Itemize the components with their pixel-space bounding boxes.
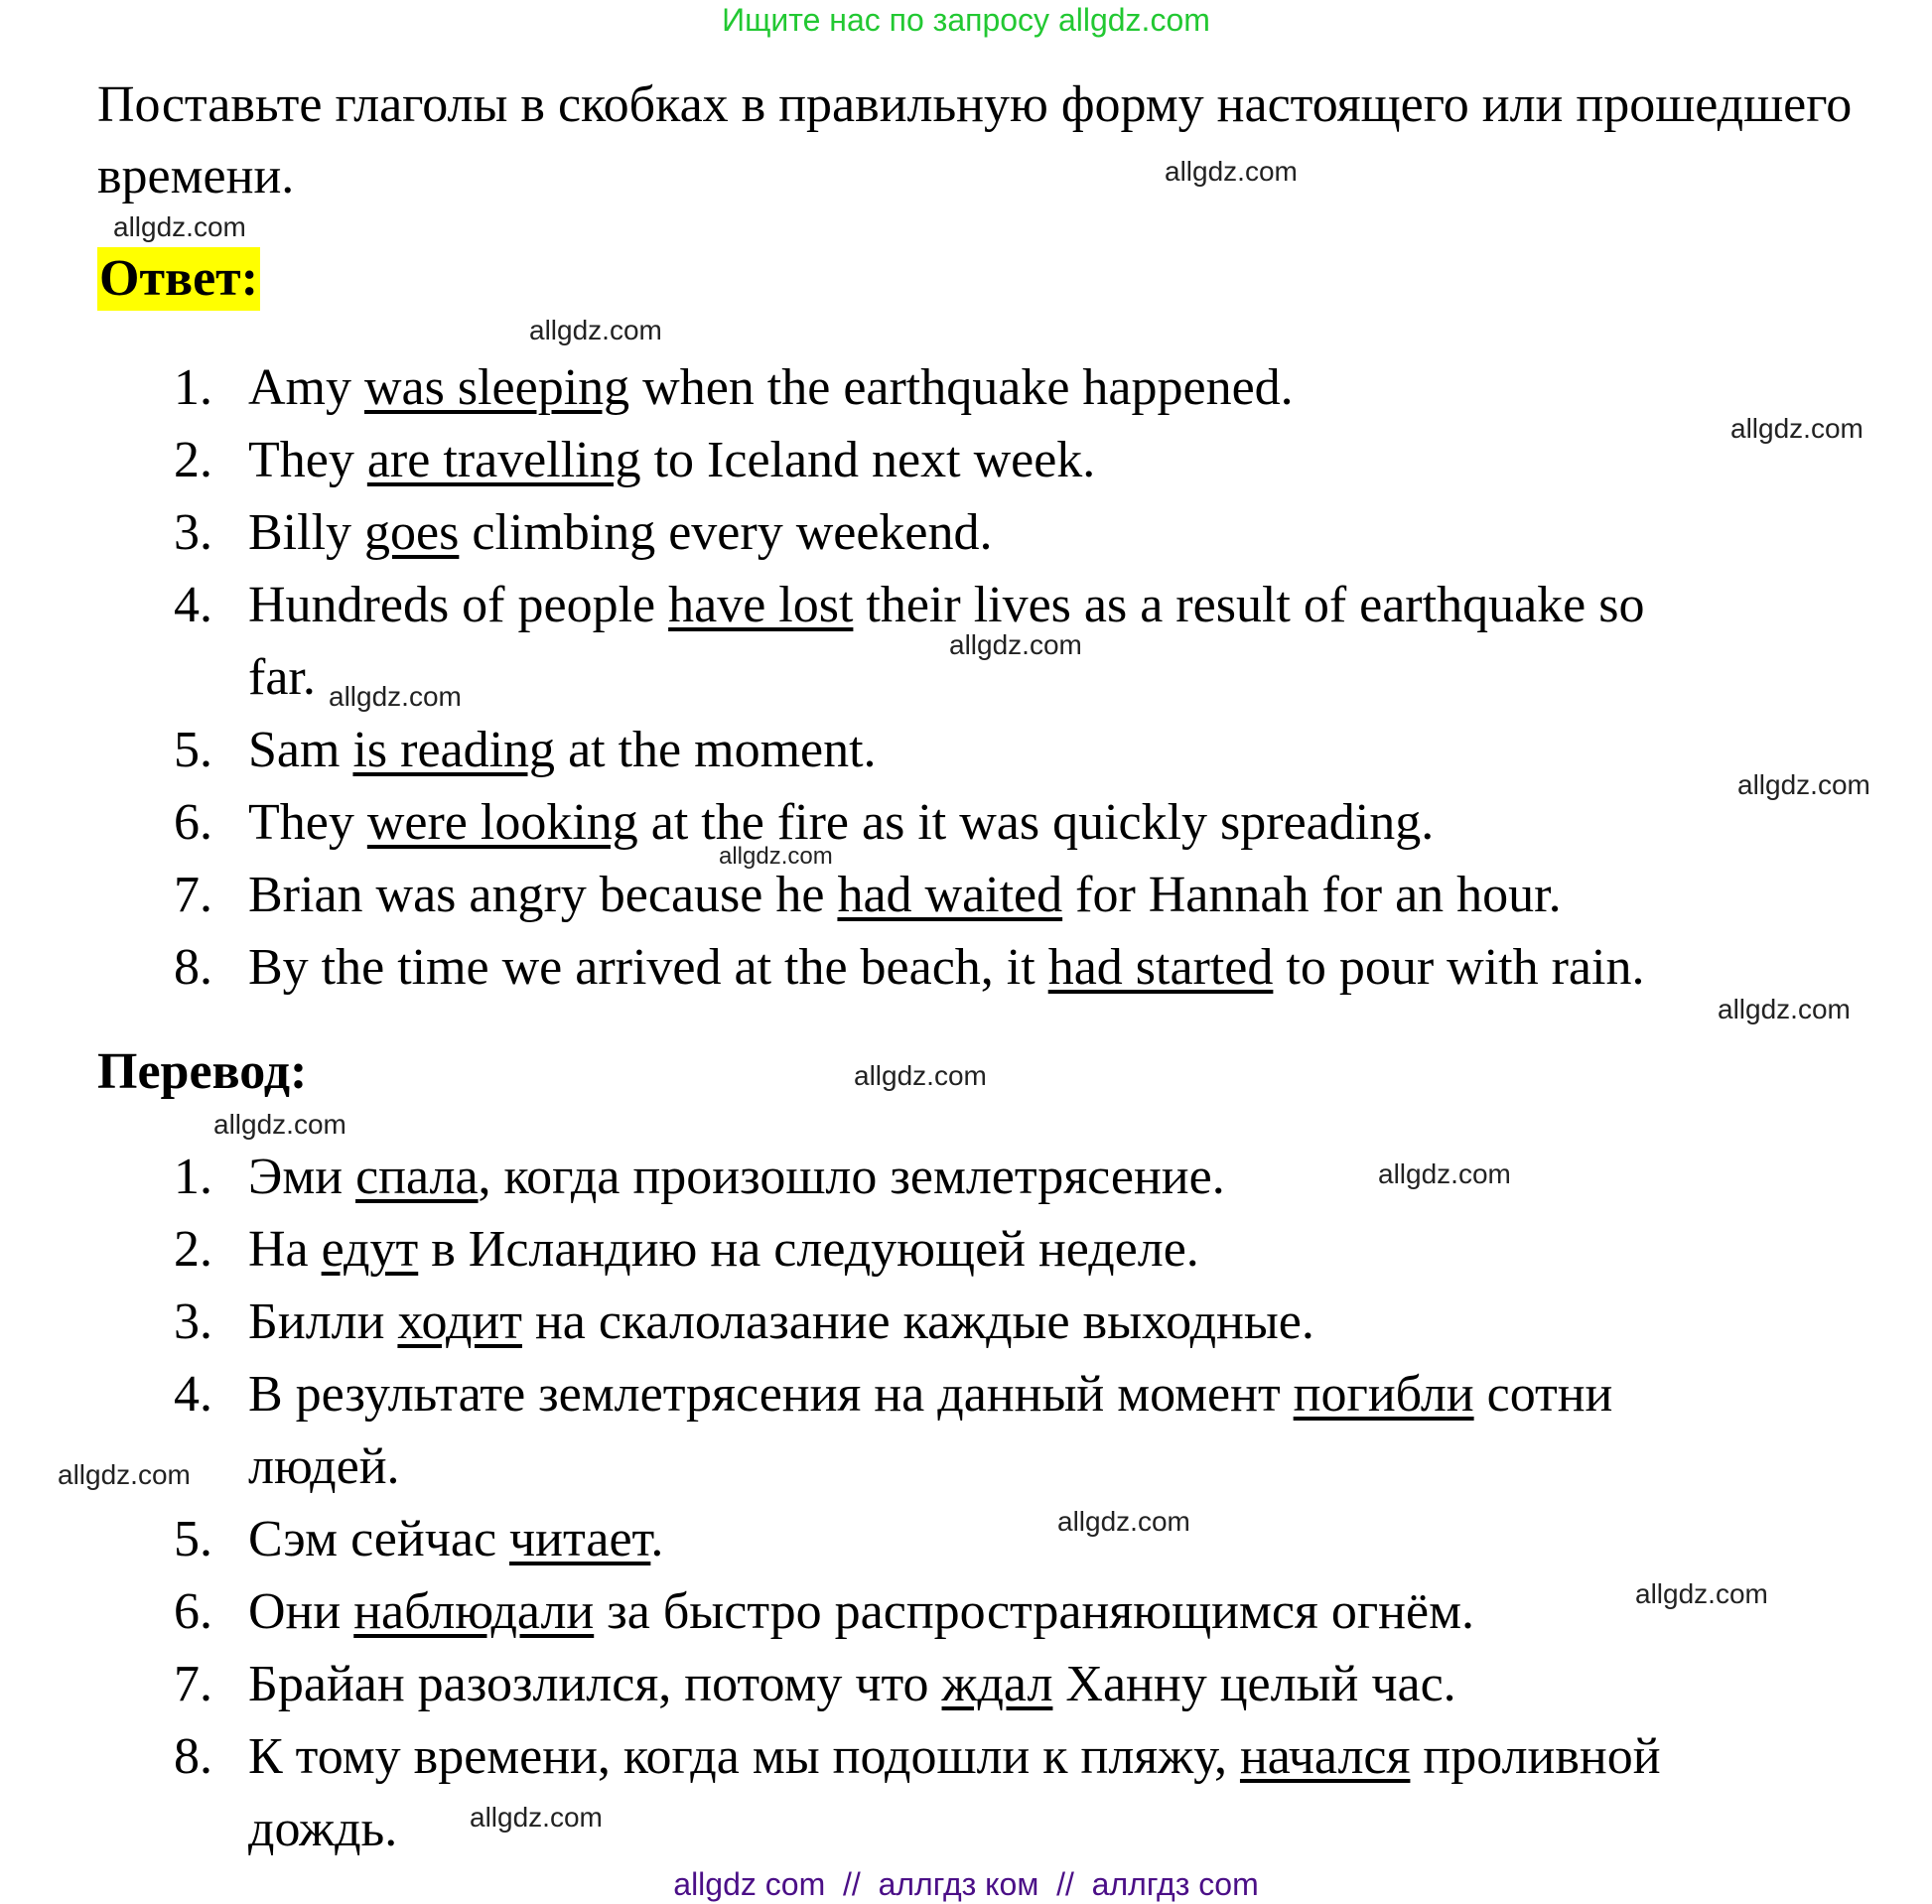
item-continuation: far. <box>248 649 316 706</box>
item-text: at the moment. <box>555 722 877 778</box>
underlined-verb: had started <box>1047 939 1274 996</box>
item-text: Billy <box>248 504 365 561</box>
item-text: Ханну целый час. <box>1052 1656 1456 1712</box>
watermark: allgdz.com <box>1635 1578 1768 1609</box>
top-banner: Ищите нас по запросу allgdz.com <box>722 2 1210 38</box>
list-item <box>174 1721 1661 1793</box>
item-text: Sam <box>248 722 353 778</box>
watermark: allgdz.com <box>113 211 246 242</box>
item-number: 8. <box>174 939 212 996</box>
item-text: . <box>650 1511 664 1567</box>
list-item <box>174 352 1294 424</box>
item-text: By the time we arrived at the beach, it <box>248 939 1048 996</box>
item-continuation: дождь. <box>248 1801 398 1857</box>
answer-heading: Ответ: <box>97 247 260 311</box>
list-item <box>174 715 877 786</box>
watermark: allgdz.com <box>719 843 833 870</box>
item-text: Brian was angry because he <box>248 867 838 923</box>
item-number: 5. <box>174 722 212 778</box>
item-text: They <box>248 794 367 851</box>
item-text: at the fire as it was quickly spreading. <box>637 794 1435 851</box>
item-text: Билли <box>248 1293 398 1350</box>
list-item <box>174 1576 1474 1648</box>
underlined-verb: ждал <box>941 1656 1053 1712</box>
list-item <box>174 932 1644 1004</box>
item-text: their lives as a result of earthquake so <box>853 577 1645 633</box>
watermark: allgdz.com <box>1378 1158 1511 1189</box>
underlined-verb: наблюдали <box>353 1583 595 1640</box>
item-text: В результате землетрясения на данный момент <box>248 1366 1294 1423</box>
item-text: К тому времени, когда мы подошли к пляжу, <box>248 1728 1240 1785</box>
item-number: 7. <box>174 867 212 923</box>
underlined-verb: погибли <box>1293 1366 1474 1423</box>
item-continuation: людей. <box>248 1438 400 1495</box>
translation-heading: Перевод: <box>97 1043 308 1100</box>
underlined-verb: едут <box>321 1221 419 1278</box>
item-number: 6. <box>174 1583 212 1640</box>
item-text: , когда произошло землетрясение. <box>478 1149 1225 1205</box>
list-item <box>174 425 1095 496</box>
item-number: 4. <box>174 577 212 633</box>
item-text: Эми <box>248 1149 356 1205</box>
item-number: 1. <box>174 1149 212 1205</box>
watermark: allgdz.com <box>949 629 1082 660</box>
underlined-verb: have lost <box>668 577 854 633</box>
item-text: проливной <box>1410 1728 1661 1785</box>
item-number: 1. <box>174 359 212 416</box>
item-number: 8. <box>174 1728 212 1785</box>
underlined-verb: спала <box>355 1149 479 1205</box>
watermark: allgdz.com <box>470 1802 603 1833</box>
item-number: 4. <box>174 1366 212 1423</box>
watermark: allgdz.com <box>329 681 462 712</box>
list-item <box>174 1214 1199 1286</box>
watermark: allgdz.com <box>1057 1506 1190 1537</box>
underlined-verb: had waited <box>837 867 1063 923</box>
item-text: climbing every weekend. <box>459 504 993 561</box>
underlined-verb: is reading <box>352 722 556 778</box>
item-text: to Iceland next week. <box>640 432 1096 488</box>
list-item <box>174 570 1644 641</box>
watermark: allgdz.com <box>1165 156 1298 187</box>
item-text: за быстро распространяющимся огнём. <box>594 1583 1474 1640</box>
underlined-verb: are travelling <box>366 432 641 488</box>
item-text: Сэм сейчас <box>248 1511 510 1567</box>
list-item <box>174 497 993 569</box>
item-number: 3. <box>174 504 212 561</box>
watermark: allgdz.com <box>213 1109 346 1140</box>
task-instruction: Поставьте глаголы в скобках в правильную форму настоящего или прошедшего времени. <box>97 76 1853 204</box>
list-item <box>174 1359 1612 1430</box>
underlined-verb: was sleeping <box>364 359 630 416</box>
watermark: allgdz.com <box>529 315 662 345</box>
item-text: На <box>248 1221 322 1278</box>
list-item <box>174 860 1562 931</box>
underlined-verb: ходит <box>397 1293 522 1350</box>
watermark: allgdz.com <box>1718 994 1851 1024</box>
item-text: на скалолазание каждые выходные. <box>521 1293 1314 1350</box>
item-text: when the earthquake happened. <box>629 359 1294 416</box>
list-item <box>174 1142 1225 1213</box>
watermark: allgdz.com <box>1737 769 1870 800</box>
item-text: Они <box>248 1583 354 1640</box>
item-number: 3. <box>174 1293 212 1350</box>
underlined-verb: начался <box>1239 1728 1411 1785</box>
underlined-verb: goes <box>364 504 460 561</box>
item-text: Брайан разозлился, потому что <box>248 1656 942 1712</box>
item-text: for Hannah for an hour. <box>1062 867 1562 923</box>
item-text: в Исландию на следующей неделе. <box>418 1221 1199 1278</box>
item-number: 6. <box>174 794 212 851</box>
list-item <box>174 1504 663 1575</box>
list-item <box>174 1649 1456 1720</box>
item-text: They <box>248 432 367 488</box>
item-number: 2. <box>174 1221 212 1278</box>
list-item <box>174 1287 1314 1358</box>
underlined-verb: читает <box>509 1511 651 1567</box>
item-text: Amy <box>248 359 364 416</box>
item-text: Hundreds of people <box>248 577 669 633</box>
watermark: allgdz.com <box>1730 413 1863 444</box>
item-number: 2. <box>174 432 212 488</box>
item-number: 7. <box>174 1656 212 1712</box>
item-text: to pour with rain. <box>1273 939 1645 996</box>
footer-banner: allgdz com // аллгдз ком // аллгдз com <box>673 1866 1259 1902</box>
underlined-verb: were looking <box>366 794 638 851</box>
item-number: 5. <box>174 1511 212 1567</box>
watermark: allgdz.com <box>58 1459 191 1490</box>
item-text: сотни <box>1473 1366 1613 1423</box>
watermark: allgdz.com <box>854 1060 987 1091</box>
